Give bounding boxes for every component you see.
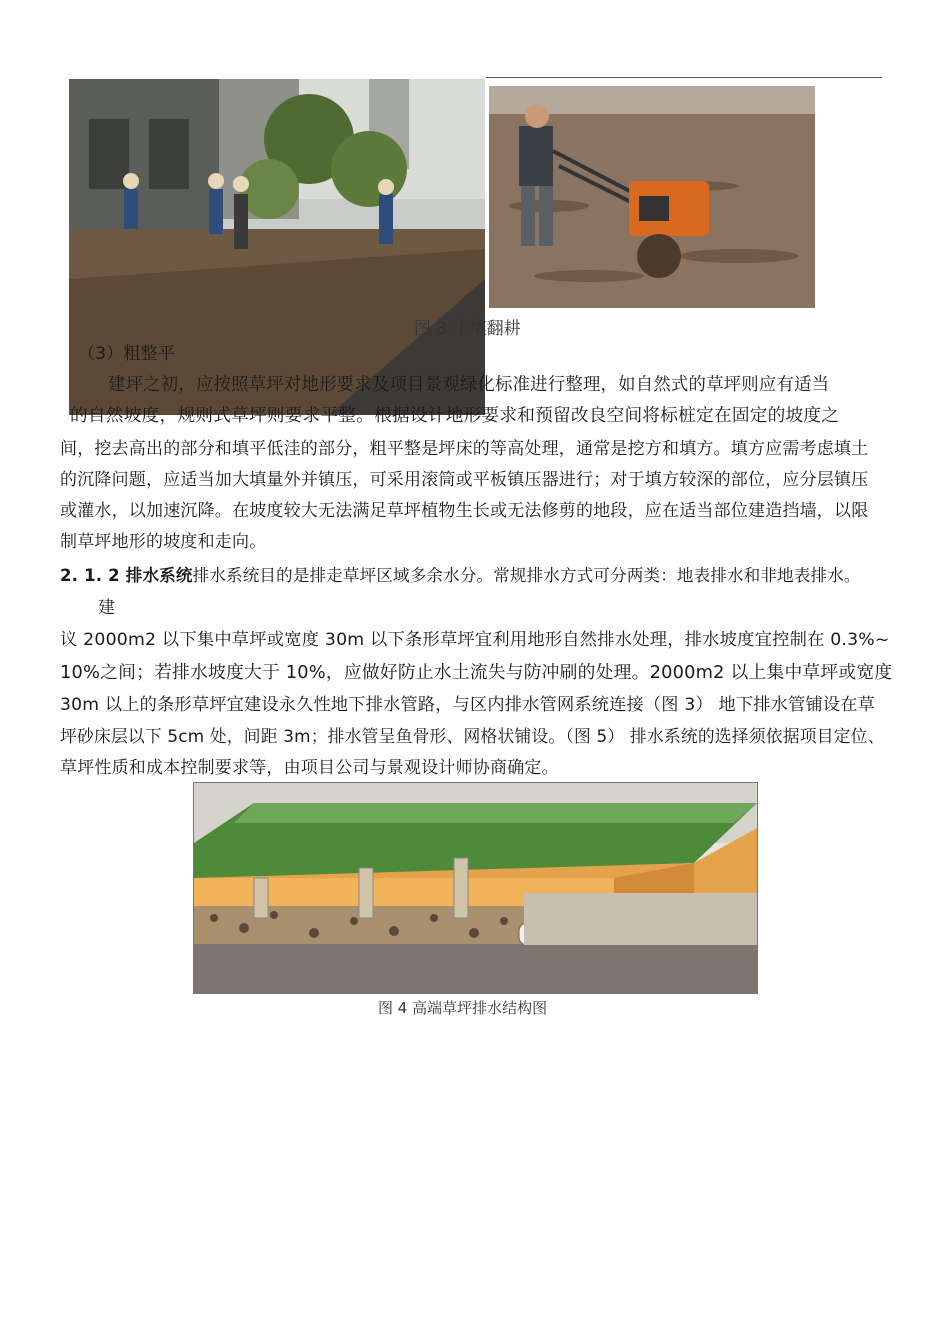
section-3-line: 的沉降问题，应适当加大填量外并镇压，可采用滚筒或平板镇压器进行；对于填方较深的部位，应分层镇压 bbox=[60, 470, 869, 490]
section-212-body-line: 草坪性质和成本控制要求等，由项目公司与景观设计师协商确定。 bbox=[60, 758, 559, 778]
section-212-line bbox=[60, 568, 861, 585]
section-212-body-line: 30m 以上的条形草坪宜建设永久性地下排水管路，与区内排水管网系统连接（图 3） 地下排水管铺设在草 bbox=[60, 695, 876, 715]
section-3-line: 或灌水，以加速沉降。在坡度较大无法满足草坪植物生长或无法修剪的地段，应在适当部位建造挡墙，以限 bbox=[60, 501, 869, 521]
section-3-line: 的自然坡度，规则式草坪则要求平整。根据设计地形要求和预留改良空间将标桩定在固定的坡度之 bbox=[70, 406, 840, 426]
section-3-heading: （3）粗整平 bbox=[78, 344, 176, 364]
fig3-caption: 图 3 土壤翻耕 bbox=[414, 319, 521, 339]
section-3-line: 建坪之初，应按照草坪对地形要求及项目景观绿化标准进行整理，如自然式的草坪则应有适当 bbox=[108, 375, 830, 395]
tilling-photo bbox=[489, 86, 815, 308]
section-212-jian: 建 bbox=[98, 598, 116, 618]
soil-leveling-photo bbox=[69, 79, 485, 415]
section-3-line: 间，挖去高出的部分和填平低洼的部分，粗平整是坪床的等高处理，通常是挖方和填方。填方应需考虑填土 bbox=[60, 439, 869, 459]
drainage-structure-diagram bbox=[193, 782, 758, 994]
section-212-body-line: 10%之间；若排水坡度大于 10%，应做好防止水土流失与防冲刷的处理。2000m2 以上集中草坪或宽度 bbox=[60, 662, 893, 683]
section-3-line: 制草坪地形的坡度和走向。 bbox=[60, 532, 267, 552]
fig4-caption: 图 4 高端草坪排水结构图 bbox=[378, 999, 548, 1017]
section-212-body-line: 议 2000m2 以下集中草坪或宽度 30m 以下条形草坪宜利用地形自然排水处理，排水坡度宜控制在 0.3%~ bbox=[60, 630, 890, 650]
section-212-intro: 排水系统目的是排走草坪区域多余水分。常规排水方式可分两类：地表排水和非地表排水。 bbox=[192, 566, 861, 585]
section-212-body-line: 坪砂床层以下 5cm 处，间距 3m；排水管呈鱼骨形、网格状铺设。（图 5） 排水系统的选择须依据项目定位、 bbox=[60, 726, 885, 746]
header-rule bbox=[486, 77, 882, 78]
section-212-title: 2. 1. 2 排水系统 bbox=[60, 566, 193, 585]
